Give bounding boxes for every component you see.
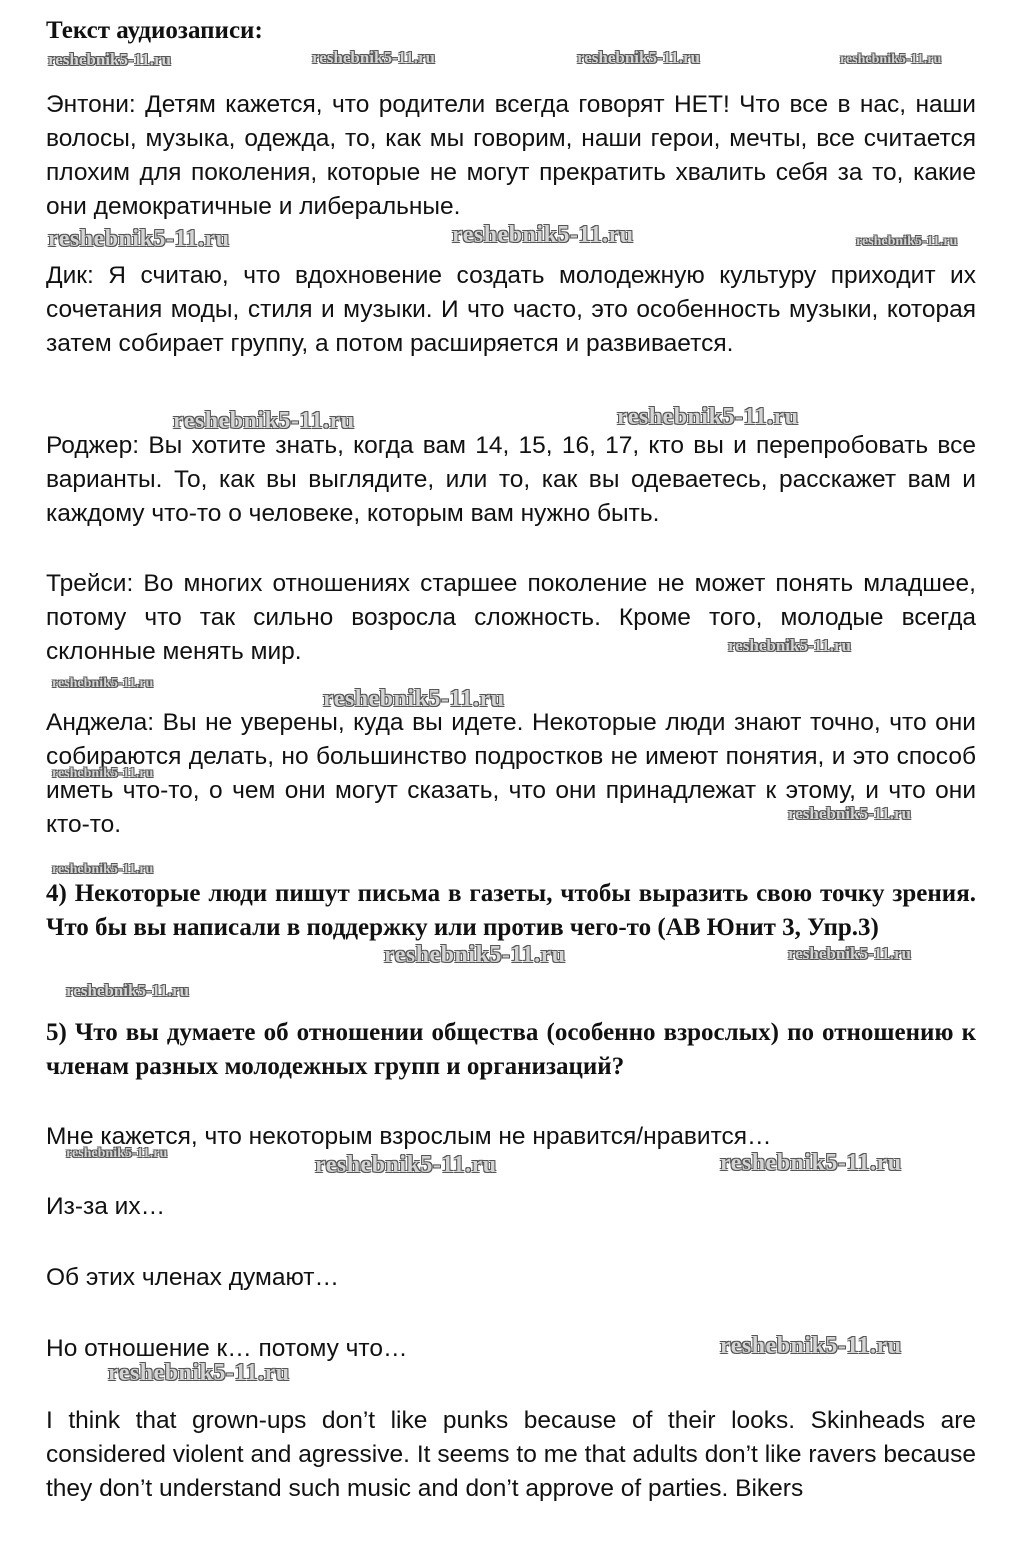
- paragraph-anthony: Энтони: Детям кажется, что родители всегда говорят НЕТ! Что все в нас, наши волосы, музыка, одежда, то, как мы говорим, наши герои, мечты, все считается плохим для поколения, которые не могут прекратить хвалить себя за то, какие они демократичные и либеральные.: [46, 91, 976, 220]
- watermark: reshebnik5-11.ru: [728, 636, 851, 655]
- paragraph-tracy: Трейси: Во многих отношениях старшее поколение не может понять младшее, потому что так сильно возросла сложность. Кроме того, молодые всегда склонные менять мир.: [46, 570, 976, 665]
- watermark: reshebnik5-11.ru: [315, 1152, 497, 1178]
- watermark: reshebnik5-11.ru: [720, 1150, 902, 1176]
- page-heading: Текст аудиозаписи:: [46, 17, 263, 44]
- watermark: reshebnik5-11.ru: [66, 981, 189, 1000]
- paragraph-dick: Дик: Я считаю, что вдохновение создать молодежную культуру приходит их сочетания моды, стиля и музыки. И что часто, это особенность музыки, которая затем собирает группу, а потом расширяется и развивается.: [46, 262, 976, 357]
- watermark: reshebnik5-11.ru: [66, 1146, 168, 1161]
- watermark: reshebnik5-11.ru: [52, 766, 154, 781]
- watermark: reshebnik5-11.ru: [48, 50, 171, 69]
- watermark: reshebnik5-11.ru: [856, 234, 958, 249]
- watermark: reshebnik5-11.ru: [108, 1360, 290, 1386]
- watermark: reshebnik5-11.ru: [312, 48, 435, 67]
- paragraph-angela: Анджела: Вы не уверены, куда вы идете. Некоторые люди знают точно, что они собираются делать, но большинство подростков не имеют понятия, и это способ иметь что-то, о чем они могут сказать, что они принадлежат к этому, и что они кто-то.: [46, 709, 976, 838]
- phrase-2: Из-за их…: [46, 1193, 166, 1220]
- watermark: reshebnik5-11.ru: [452, 222, 634, 248]
- task-5-heading: 5) Что вы думаете об отношении общества (особенно взрослых) по отношению к членам разных молодежных групп и организаций?: [46, 1019, 976, 1080]
- watermark: reshebnik5-11.ru: [48, 226, 230, 252]
- watermark: reshebnik5-11.ru: [840, 52, 942, 67]
- phrase-3: Об этих членах думают…: [46, 1264, 340, 1291]
- watermark: reshebnik5-11.ru: [720, 1333, 902, 1359]
- english-answer-paragraph: I think that grown-ups don’t like punks because of their looks. Skinheads are considered violent and agressive. It seems to me that adults don’t like ravers because they don’t understand such music and don’t approve of parties. Bikers: [46, 1407, 976, 1502]
- watermark: reshebnik5-11.ru: [788, 944, 911, 963]
- watermark: reshebnik5-11.ru: [52, 676, 154, 691]
- phrase-1: Мне кажется, что некоторым взрослым не нравится/нравится…: [46, 1123, 772, 1150]
- watermark: reshebnik5-11.ru: [577, 48, 700, 67]
- watermark: reshebnik5-11.ru: [173, 408, 355, 434]
- task-4-heading: 4) Некоторые люди пишут письма в газеты, чтобы выразить свою точку зрения. Что бы вы написали в поддержку или против чего-то (AB Юнит 3, Упр.3): [46, 880, 976, 941]
- watermark: reshebnik5-11.ru: [788, 804, 911, 823]
- watermark: reshebnik5-11.ru: [617, 404, 799, 430]
- watermark: reshebnik5-11.ru: [323, 686, 505, 712]
- watermark: reshebnik5-11.ru: [384, 942, 566, 968]
- paragraph-roger: Роджер: Вы хотите знать, когда вам 14, 15, 16, 17, кто вы и перепробовать все варианты. То, как вы выглядите, или то, как вы одеваетесь, расскажет вам и каждому что-то о человеке, которым вам нужно быть.: [46, 432, 976, 527]
- phrase-4: Но отношение к… потому что…: [46, 1335, 408, 1362]
- watermark: reshebnik5-11.ru: [52, 862, 154, 877]
